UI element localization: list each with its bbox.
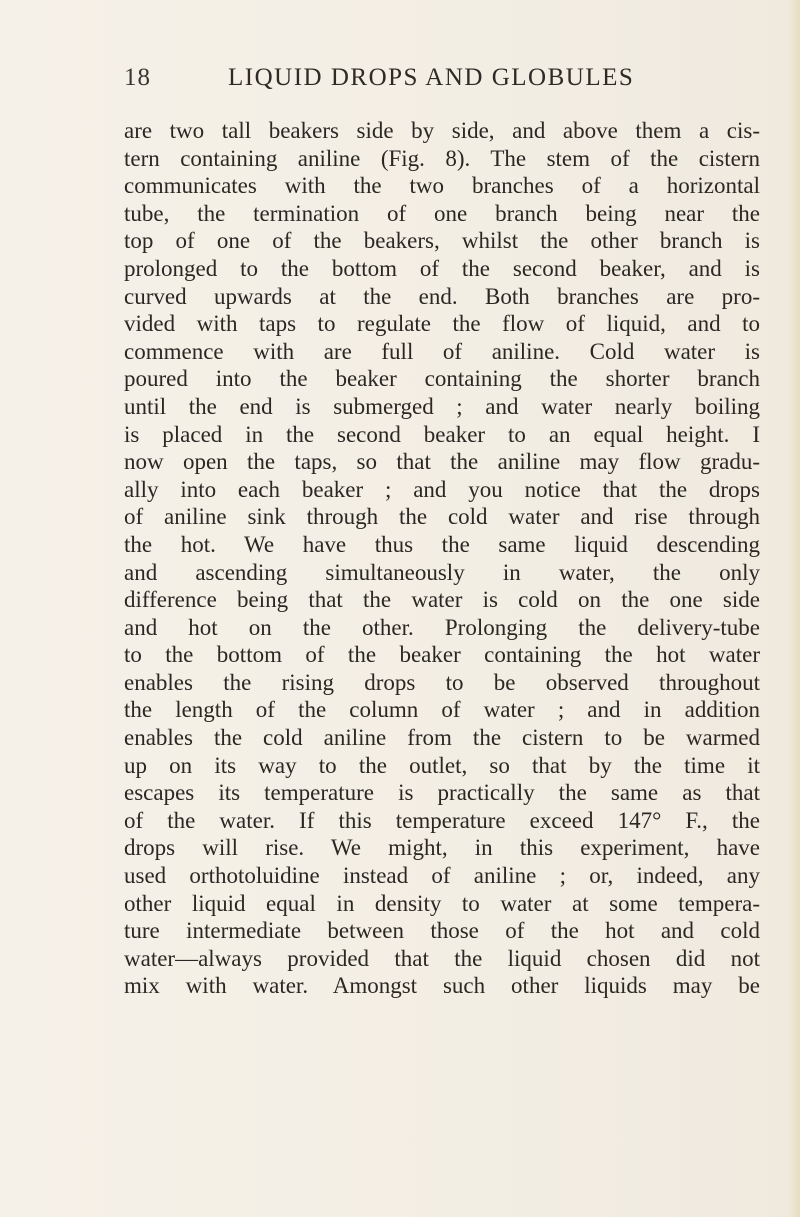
text-line: are two tall beakers side by side, and above them a cis- <box>124 118 760 143</box>
text-line: and hot on the other. Prolonging the delivery-tube <box>124 614 760 640</box>
page-header <box>124 64 684 98</box>
text-line: used orthotoluidine instead of aniline ; or, indeed, any <box>124 863 760 889</box>
text-line: is placed in the second beaker to an equal height. I <box>124 421 760 447</box>
text-line: prolonged to the bottom of the second beaker, and is <box>124 255 760 281</box>
running-title: LIQUID DROPS AND GLOBULES <box>228 64 635 91</box>
page-edge-shadow <box>788 0 800 1217</box>
text-line: the length of the column of water ; and in addition <box>124 697 760 723</box>
text-line: vided with taps to regulate the flow of liquid, and to <box>124 311 760 337</box>
text-line: curved upwards at the end. Both branches are pro- <box>124 283 760 309</box>
text-line: top of one of the beakers, whilst the other branch is <box>124 228 760 254</box>
text-line: now open the taps, so that the aniline may flow gradu- <box>124 449 760 475</box>
body-paragraph <box>124 117 760 1000</box>
text-line: commence with are full of aniline. Cold water is <box>124 338 760 364</box>
page-number: 18 <box>124 64 151 91</box>
text-line: other liquid equal in density to water at some tempera- <box>124 890 760 916</box>
text-line: escapes its temperature is practically the same as that <box>124 780 760 806</box>
text-line: drops will rise. We might, in this experiment, have <box>124 835 760 861</box>
text-line: water—always provided that the liquid chosen did not <box>124 945 760 971</box>
text-line: enables the cold aniline from the cistern to be warmed <box>124 725 760 751</box>
text-line: of aniline sink through the cold water and rise through <box>124 504 760 530</box>
text-line: communicates with the two branches of a horizontal <box>124 173 760 199</box>
text-line: the hot. We have thus the same liquid descending <box>124 531 760 557</box>
text-line: tern containing aniline (Fig. 8). The stem of the cistern <box>124 145 760 171</box>
text-line: mix with water. Amongst such other liquids may be <box>124 973 760 999</box>
text-line: until the end is submerged ; and water nearly boiling <box>124 393 760 419</box>
text-line: enables the rising drops to be observed throughout <box>124 669 760 695</box>
text-line: ture intermediate between those of the hot and cold <box>124 918 760 944</box>
text-line: tube, the termination of one branch being near the <box>124 200 760 226</box>
text-line: difference being that the water is cold on the one side <box>124 587 760 613</box>
text-line: and ascending simultaneously in water, the only <box>124 559 760 585</box>
text-line: poured into the beaker containing the shorter branch <box>124 366 760 392</box>
text-line: up on its way to the outlet, so that by the time it <box>124 752 760 778</box>
text-line: of the water. If this temperature exceed 147° F., the <box>124 807 760 833</box>
text-line: to the bottom of the beaker containing the hot water <box>124 642 760 668</box>
text-line: ally into each beaker ; and you notice that the drops <box>124 476 760 502</box>
